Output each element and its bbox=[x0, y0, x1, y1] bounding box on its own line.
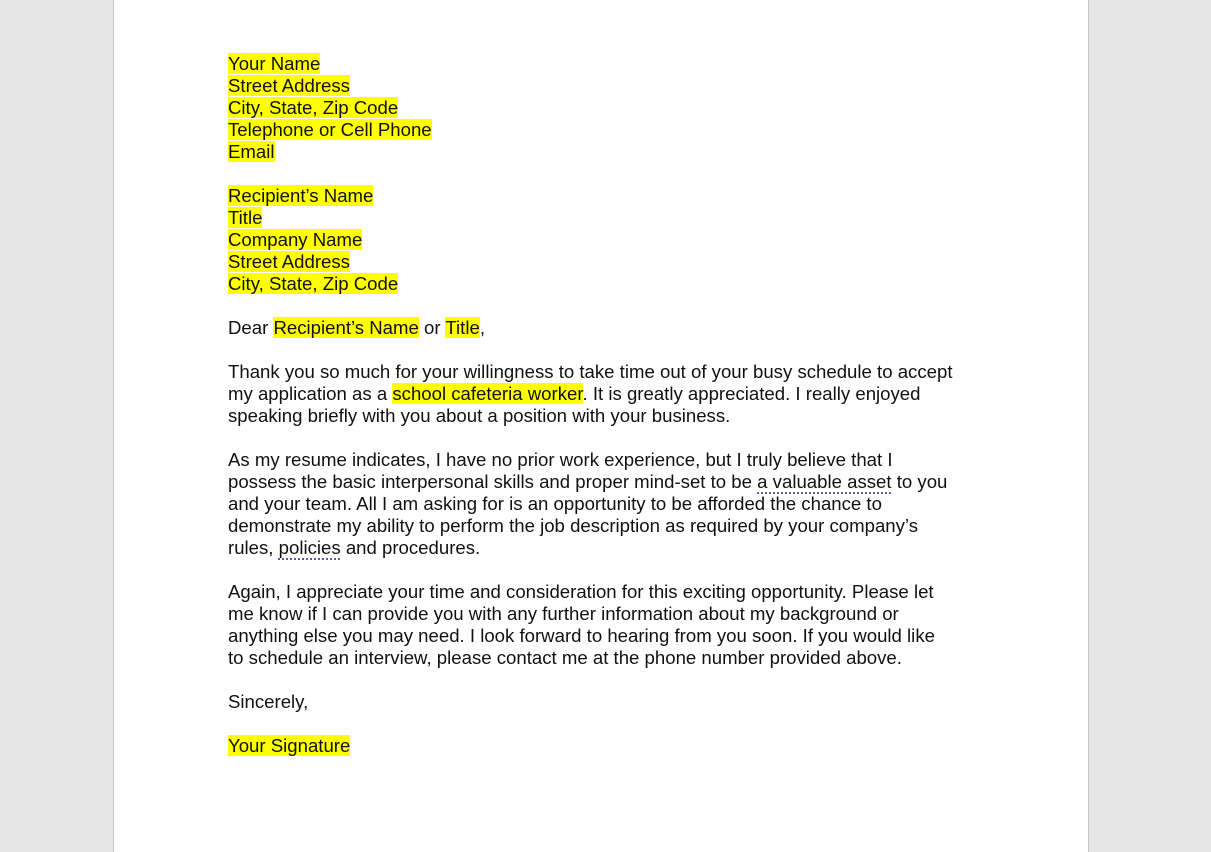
p2-line-2-end: to you bbox=[891, 471, 948, 492]
sender-street: Street Address bbox=[228, 75, 350, 96]
document-page[interactable] bbox=[113, 0, 1089, 852]
closing bbox=[228, 691, 988, 713]
p2-line-2-start: possess the basic interpersonal skills and proper mind-set to be bbox=[228, 471, 758, 492]
p2-line-5-end: and procedures. bbox=[340, 537, 481, 558]
sender-email: Email bbox=[228, 141, 275, 162]
paragraph-3 bbox=[228, 581, 988, 669]
p3-line-4: to schedule an interview, please contact me at the phone number provided above. bbox=[228, 647, 902, 668]
grammar-flag-valuable-asset[interactable]: a valuable asset bbox=[757, 471, 892, 492]
recipient-title: Title bbox=[228, 207, 263, 228]
spacer bbox=[228, 295, 988, 317]
salutation-name: Recipient’s Name bbox=[273, 317, 419, 338]
signature-block bbox=[228, 735, 988, 757]
p2-line-4: demonstrate my ability to perform the job description as required by your company’s bbox=[228, 515, 919, 536]
sender-city: City, State, Zip Code bbox=[228, 97, 399, 118]
salutation-title: Title bbox=[445, 317, 480, 338]
recipient-company: Company Name bbox=[228, 229, 363, 250]
p1-line-2-start: my application as a bbox=[228, 383, 393, 404]
sender-phone: Telephone or Cell Phone bbox=[228, 119, 432, 140]
recipient-name: Recipient’s Name bbox=[228, 185, 374, 206]
salutation bbox=[228, 317, 988, 339]
p3-line-3: anything else you may need. I look forward to hearing from you soon. If you would like bbox=[228, 625, 935, 646]
p1-line-2-end: . It is greatly appreciated. I really enjoyed bbox=[582, 383, 921, 404]
p2-line-1: As my resume indicates, I have no prior work experience, but I truly believe that I bbox=[228, 449, 893, 470]
paragraph-2 bbox=[228, 449, 988, 559]
p1-line-3: speaking briefly with you about a position with your business. bbox=[228, 405, 731, 426]
p3-line-2: me know if I can provide you with any further information about my background or bbox=[228, 603, 899, 624]
sender-name: Your Name bbox=[228, 53, 321, 74]
recipient-block bbox=[228, 185, 988, 295]
recipient-street: Street Address bbox=[228, 251, 350, 272]
position-title: school cafeteria worker bbox=[392, 383, 583, 404]
signature: Your Signature bbox=[228, 735, 351, 756]
salutation-dear: Dear bbox=[228, 317, 274, 338]
p2-line-5-start: rules, bbox=[228, 537, 279, 558]
p2-line-3: and your team. All I am asking for is an opportunity to be afforded the chance to bbox=[228, 493, 882, 514]
sender-block bbox=[228, 53, 988, 163]
letter-body[interactable] bbox=[228, 53, 988, 757]
paragraph-1 bbox=[228, 361, 988, 427]
spacer bbox=[228, 163, 988, 185]
salutation-comma: , bbox=[479, 317, 485, 338]
salutation-or: or bbox=[418, 317, 446, 338]
p3-line-1: Again, I appreciate your time and consideration for this exciting opportunity. Please let bbox=[228, 581, 934, 602]
p1-line-1: Thank you so much for your willingness to take time out of your busy schedule to accept bbox=[228, 361, 953, 382]
closing-text: Sincerely, bbox=[228, 691, 309, 712]
grammar-flag-policies[interactable]: policies bbox=[278, 537, 341, 558]
recipient-city: City, State, Zip Code bbox=[228, 273, 399, 294]
